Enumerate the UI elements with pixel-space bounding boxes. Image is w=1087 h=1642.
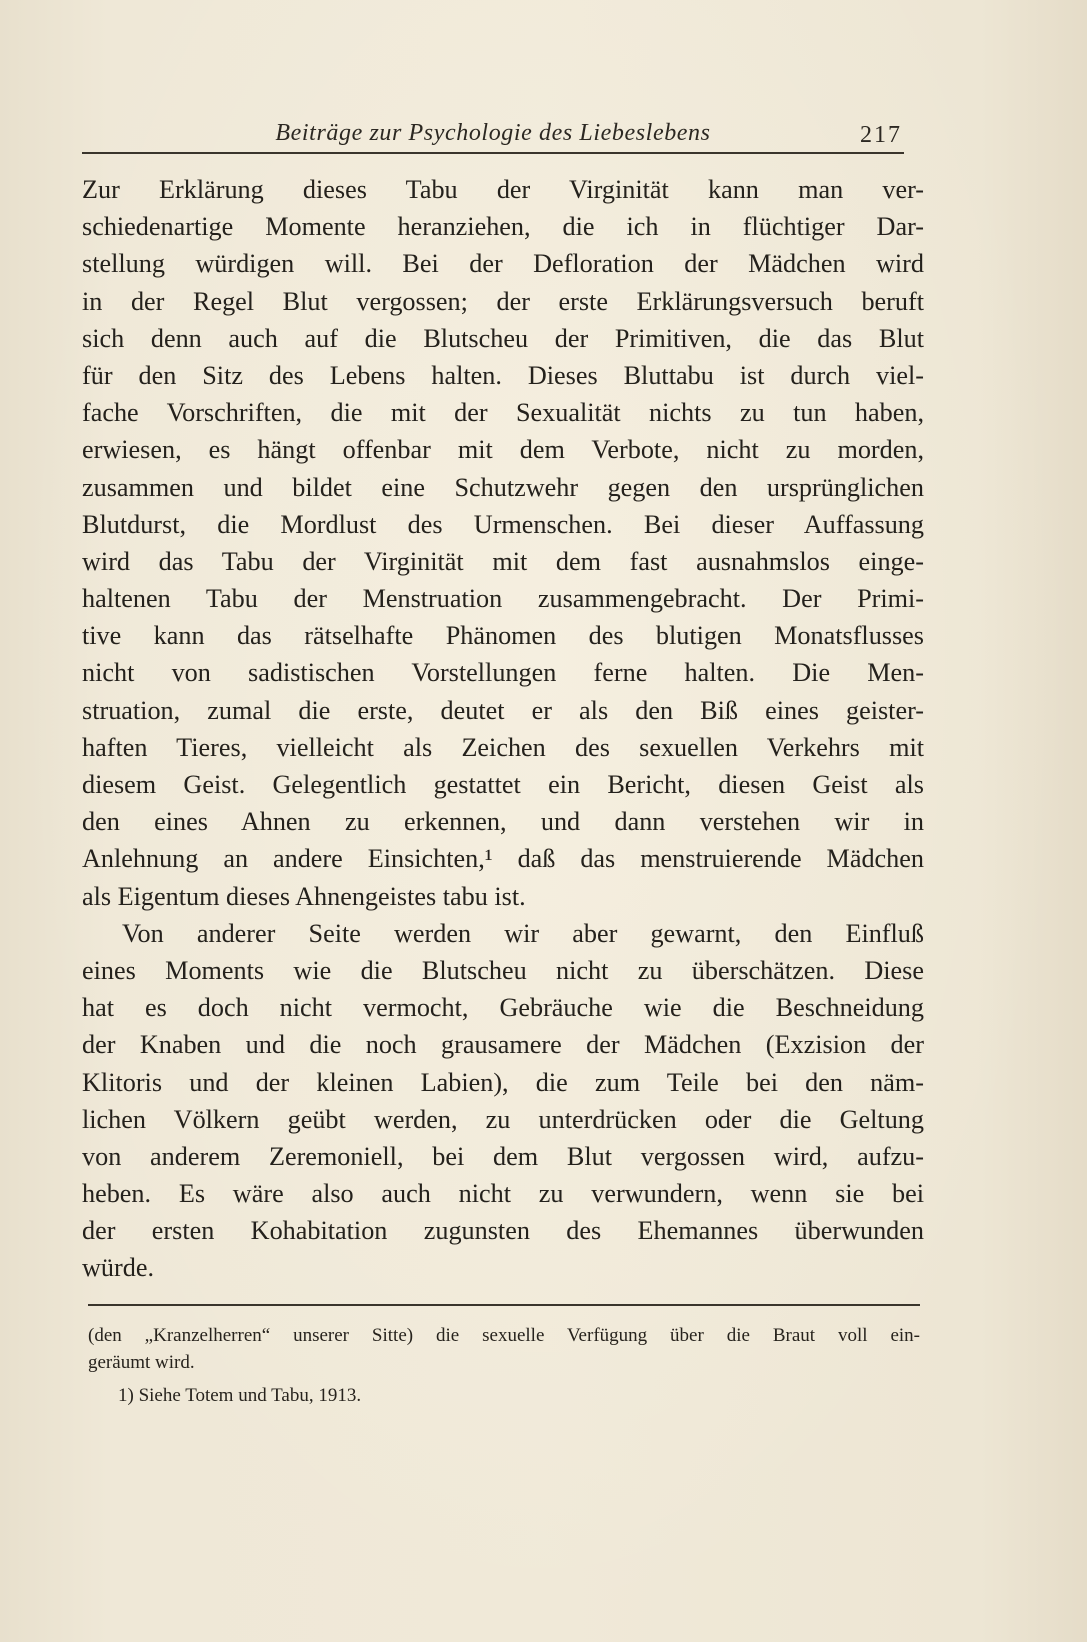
text-line: haften Tieres, vielleicht als Zeichen des sexuellen Verkehrs mit: [82, 732, 924, 762]
text-line: für den Sitz des Lebens halten. Dieses Bluttabu ist durch viel-: [82, 360, 924, 390]
text-line: diesem Geist. Gelegentlich gestattet ein Bericht, diesen Geist als: [82, 770, 924, 799]
text-line: Klitoris und der kleinen Labien), die zum Teile bei den näm-: [82, 1067, 924, 1097]
text-line: nicht von sadistischen Vorstellungen ferne halten. Die Men-: [82, 658, 924, 688]
body-text: [82, 171, 924, 1287]
page-number: 217: [860, 122, 902, 148]
text-line: von anderem Zeremoniell, bei dem Blut vergossen wird, aufzu-: [82, 1141, 924, 1171]
text-line: eines Moments wie die Blutscheu nicht zu überschätzen. Diese: [82, 955, 924, 985]
footnote-continued-line: geräumt wird.: [88, 1352, 195, 1373]
text-line: der Knaben und die noch grausamere der Mädchen (Exzision der: [82, 1030, 924, 1060]
text-line: in der Regel Blut vergossen; der erste Erklärungsversuch beruft: [82, 286, 924, 316]
footnotes: [88, 1322, 920, 1409]
text-line: tive kann das rätselhafte Phänomen des blutigen Monatsflusses: [82, 621, 924, 651]
text-line: heben. Es wäre also auch nicht zu verwundern, wenn sie bei: [82, 1179, 924, 1209]
footnote-continued-line: (den „Kranzelherren“ unserer Sitte) die sexuelle Verfügung über die Braut voll ein-: [88, 1325, 920, 1346]
text-line: lichen Völkern geübt werden, zu unterdrücken oder die Geltung: [82, 1104, 924, 1134]
running-head: [82, 116, 904, 154]
text-line: erwiesen, es hängt offenbar mit dem Verbote, nicht zu morden,: [82, 435, 924, 465]
text-line: den eines Ahnen zu erkennen, und dann verstehen wir in: [82, 807, 924, 837]
text-line: Blutdurst, die Mordlust des Urmenschen. Bei dieser Auffassung: [82, 509, 924, 539]
text-line: wird das Tabu der Virginität mit dem fast ausnahmslos einge-: [82, 546, 924, 576]
text-line: zusammen und bildet eine Schutzwehr gegen den ursprünglichen: [82, 472, 924, 502]
text-line: der ersten Kohabitation zugunsten des Ehemannes überwunden: [82, 1216, 924, 1246]
text-line: Zur Erklärung dieses Tabu der Virginität kann man ver-: [82, 175, 924, 204]
text-line: als Eigentum dieses Ahnengeistes tabu ist.: [82, 881, 526, 911]
text-line: schiedenartige Momente heranziehen, die ich in flüchtiger Dar-: [82, 212, 924, 242]
text-line: Von anderer Seite werden wir aber gewarnt, den Einfluß: [122, 918, 924, 948]
text-line: würde.: [82, 1253, 154, 1283]
footnote-divider: [88, 1304, 920, 1306]
text-line: haltenen Tabu der Menstruation zusammengebracht. Der Primi-: [82, 584, 924, 614]
text-line: fache Vorschriften, die mit der Sexualität nichts zu tun haben,: [82, 398, 924, 428]
text-line: struation, zumal die erste, deutet er als den Biß eines geister-: [82, 695, 924, 725]
paragraph-2: [82, 915, 924, 1287]
text-line: hat es doch nicht vermocht, Gebräuche wie die Beschneidung: [82, 993, 924, 1023]
footnote-1: 1) Siehe Totem und Tabu, 1913.: [118, 1385, 362, 1406]
text-line: Anlehnung an andere Einsichten,¹ daß das menstruierende Mädchen: [82, 844, 924, 874]
text-line: stellung würdigen will. Bei der Defloration der Mädchen wird: [82, 249, 924, 279]
paragraph-1: [82, 171, 924, 915]
running-title: Beiträge zur Psychologie des Liebeslebens: [275, 120, 711, 146]
text-line: sich denn auch auf die Blutscheu der Primitiven, die das Blut: [82, 323, 924, 353]
